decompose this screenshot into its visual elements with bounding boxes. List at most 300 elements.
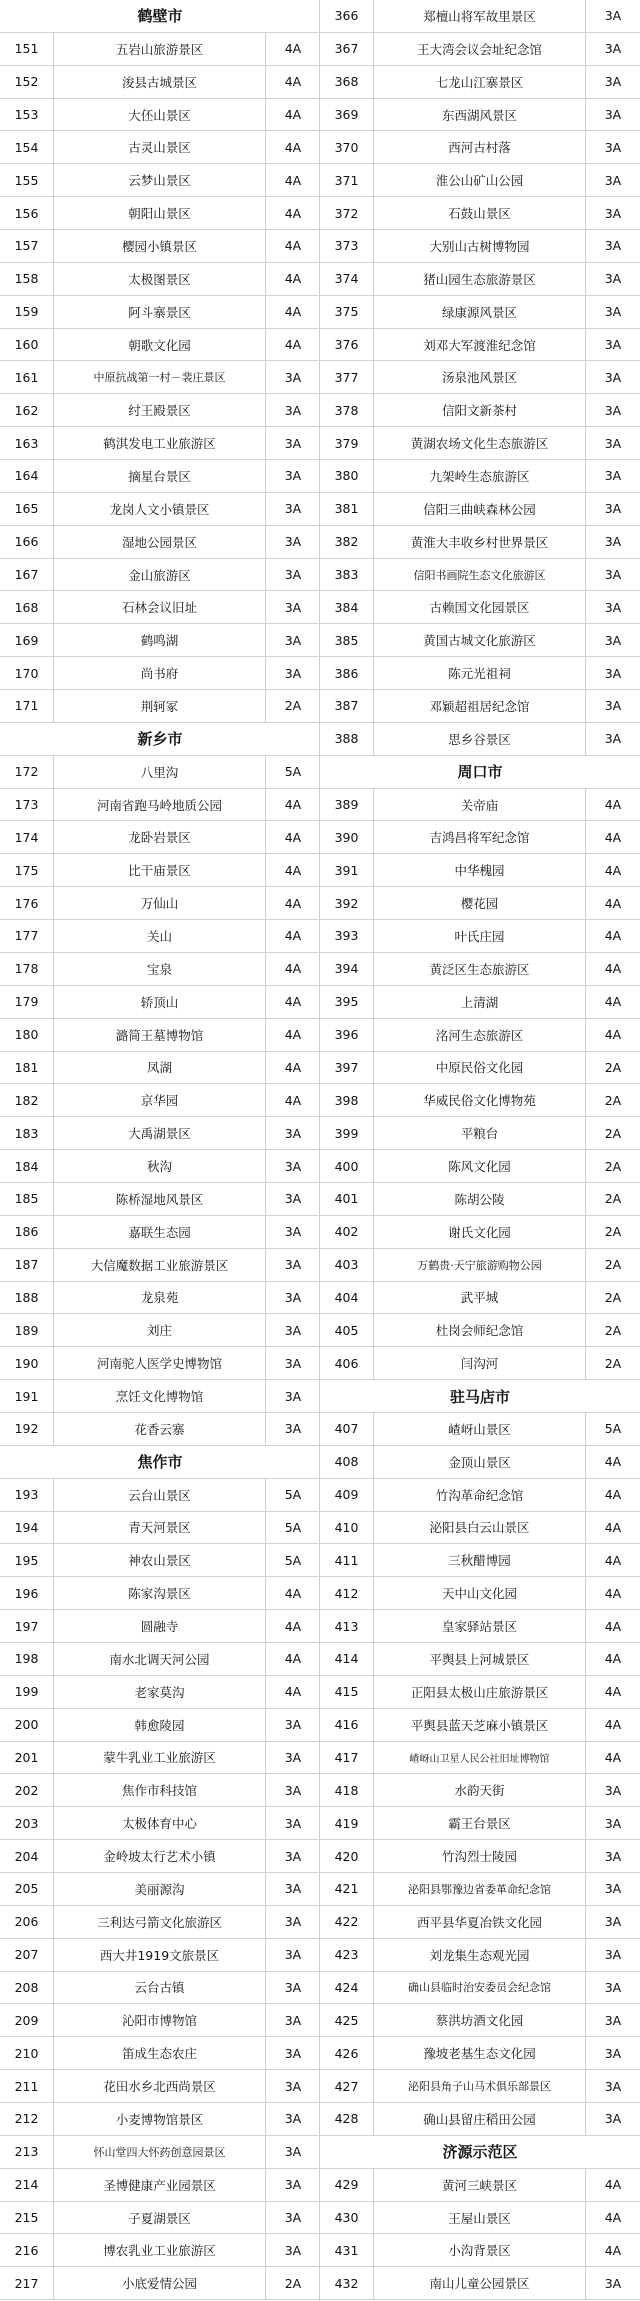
center-divider — [319, 0, 320, 2301]
grade-level: 3A — [284, 1782, 302, 1798]
scenic-spot-name: 黄河三峡景区 — [374, 2169, 586, 2201]
grade-level: 2A — [604, 1257, 622, 1273]
scenic-spot-name: 樱花园 — [374, 887, 586, 919]
table-row — [320, 1774, 640, 1807]
grade-level: 4A — [604, 829, 622, 845]
table-right-column — [320, 0, 640, 2300]
scenic-spot-name: 三利达弓箭文化旅游区 — [54, 1906, 266, 1938]
table-row — [320, 1709, 640, 1742]
table-row — [0, 460, 320, 493]
grade-level: 3A — [284, 1191, 302, 1207]
row-number: 217 — [0, 2267, 54, 2299]
row-number: 405 — [320, 1314, 374, 1346]
scenic-spot-name: 太极图景区 — [54, 263, 266, 295]
scenic-spot-name: 博农乳业工业旅游区 — [54, 2234, 266, 2266]
table-row — [0, 1643, 320, 1676]
row-number: 427 — [320, 2070, 374, 2102]
grade-level: 5A — [604, 1421, 622, 1437]
row-number: 177 — [0, 920, 54, 952]
table-row — [320, 1413, 640, 1446]
scenic-spot-name: 七龙山江寨景区 — [374, 66, 586, 98]
table-row — [320, 1676, 640, 1709]
row-number: 368 — [320, 66, 374, 98]
row-number: 402 — [320, 1216, 374, 1248]
grade-level: 3A — [284, 1224, 302, 1240]
row-number: 198 — [0, 1643, 54, 1675]
scenic-spot-name: 邓颖超祖居纪念馆 — [374, 690, 586, 722]
grade-level: 4A — [604, 1717, 622, 1733]
scenic-spot-name: 中原抗战第一村－裴庄景区 — [54, 361, 266, 393]
scenic-spot-name: 云梦山景区 — [54, 164, 266, 196]
grade-level: 3A — [284, 369, 302, 385]
scenic-spot-name: 焦作市科技馆 — [54, 1774, 266, 1806]
grade-level: 3A — [284, 2078, 302, 2094]
grade-level: 3A — [284, 1125, 302, 1141]
grade-level: 3A — [604, 2275, 622, 2291]
table-row — [320, 821, 640, 854]
row-number: 366 — [320, 0, 374, 32]
grade-level: 4A — [284, 1618, 302, 1634]
row-number: 423 — [320, 1939, 374, 1971]
row-number: 201 — [0, 1742, 54, 1774]
grade-level: 3A — [604, 304, 622, 320]
scenic-spot-name: 烹饪文化博物馆 — [54, 1380, 266, 1412]
row-number: 170 — [0, 657, 54, 689]
scenic-spot-name: 泌阳县鄂豫边省委革命纪念馆 — [374, 1873, 586, 1905]
grade-level: 4A — [604, 862, 622, 878]
grade-level: 4A — [604, 1519, 622, 1535]
row-number: 370 — [320, 131, 374, 163]
row-number: 382 — [320, 526, 374, 558]
scenic-spot-name: 陈元光祖祠 — [374, 657, 586, 689]
row-number: 179 — [0, 986, 54, 1018]
table-row — [320, 197, 640, 230]
scenic-spot-name: 刘庄 — [54, 1314, 266, 1346]
grade-level: 3A — [284, 1749, 302, 1765]
grade-level: 3A — [604, 402, 622, 418]
table-row — [320, 131, 640, 164]
grade-level: 3A — [284, 2177, 302, 2193]
row-number: 431 — [320, 2234, 374, 2266]
row-number: 398 — [320, 1084, 374, 1116]
table-row — [0, 1972, 320, 2005]
grade-level: 4A — [604, 961, 622, 977]
table-row — [0, 1512, 320, 1545]
table-row — [320, 1807, 640, 1840]
scenic-spot-name: 泌阳县角子山马术俱乐部景区 — [374, 2070, 586, 2102]
table-row — [320, 2004, 640, 2037]
row-number: 375 — [320, 296, 374, 328]
row-number: 204 — [0, 1840, 54, 1872]
scenic-spot-name: 朝阳山景区 — [54, 197, 266, 229]
scenic-spot-name: 吉鸿昌将军纪念馆 — [374, 821, 586, 853]
table-row — [320, 2169, 640, 2202]
table-row — [0, 33, 320, 66]
row-number: 161 — [0, 361, 54, 393]
grade-level: 4A — [284, 1059, 302, 1075]
scenic-spot-name: 豫坡老基生态文化园 — [374, 2037, 586, 2069]
table-row — [320, 1052, 640, 1085]
grade-level: 3A — [604, 534, 622, 550]
table-row — [320, 657, 640, 690]
table-row — [320, 1610, 640, 1643]
scenic-spot-name: 关帝庙 — [374, 789, 586, 821]
table-row — [320, 460, 640, 493]
scenic-spot-name: 黄淮大丰收乡村世界景区 — [374, 526, 586, 558]
grade-level: 3A — [284, 435, 302, 451]
scenic-spot-name: 湿地公园景区 — [54, 526, 266, 558]
scenic-spot-name: 大信魔数据工业旅游景区 — [54, 1249, 266, 1281]
scenic-spot-name: 黄国古城文化旅游区 — [374, 624, 586, 656]
grade-level: 4A — [284, 1092, 302, 1108]
table-row — [320, 1117, 640, 1150]
table-row — [0, 164, 320, 197]
table-row — [320, 33, 640, 66]
row-number: 193 — [0, 1479, 54, 1511]
row-number: 369 — [320, 99, 374, 131]
table-row — [0, 1347, 320, 1380]
table-row — [0, 427, 320, 460]
table-row — [320, 1249, 640, 1282]
row-number: 216 — [0, 2234, 54, 2266]
row-number: 214 — [0, 2169, 54, 2201]
scenic-spot-name: 陈桥湿地风景区 — [54, 1183, 266, 1215]
table-row — [320, 1577, 640, 1610]
table-row — [320, 1479, 640, 1512]
table-row — [0, 1676, 320, 1709]
table-row — [320, 1742, 640, 1775]
table-row — [320, 2070, 640, 2103]
row-number: 407 — [320, 1413, 374, 1445]
row-number: 207 — [0, 1939, 54, 1971]
grade-level: 4A — [604, 1487, 622, 1503]
table-row — [0, 1019, 320, 1052]
grade-level: 3A — [604, 501, 622, 517]
table-row — [0, 1052, 320, 1085]
scenic-spot-name: 金山旅游区 — [54, 559, 266, 591]
scenic-spot-name: 陈胡公陵 — [374, 1183, 586, 1215]
grade-level: 3A — [604, 567, 622, 583]
scenic-spot-name: 朝歌文化园 — [54, 329, 266, 361]
row-number: 410 — [320, 1512, 374, 1544]
row-number: 180 — [0, 1019, 54, 1051]
table-row — [0, 361, 320, 394]
city-header — [0, 0, 320, 33]
scenic-spot-name: 信阳书画院生态文化旅游区 — [374, 559, 586, 591]
grade-level: 3A — [284, 599, 302, 615]
grade-level: 3A — [284, 2210, 302, 2225]
grade-level: 3A — [604, 238, 622, 254]
row-number: 413 — [320, 1610, 374, 1642]
scenic-spot-name: 嵖岈山景区 — [374, 1413, 586, 1445]
grade-level: 4A — [604, 2242, 622, 2258]
scenic-spot-name: 蔡洪坊酒文化园 — [374, 2004, 586, 2036]
grade-level: 3A — [284, 1848, 302, 1864]
grade-level: 4A — [284, 862, 302, 878]
row-number: 420 — [320, 1840, 374, 1872]
grade-level: 4A — [284, 172, 302, 188]
scenic-spot-name: 太极体育中心 — [54, 1807, 266, 1839]
grade-level: 3A — [604, 632, 622, 648]
table-row — [0, 2169, 320, 2202]
scenic-spot-name: 上清湖 — [374, 986, 586, 1018]
table-row — [320, 394, 640, 427]
grade-level: 3A — [284, 2242, 302, 2258]
grade-level: 5A — [284, 1552, 302, 1568]
table-row — [320, 789, 640, 822]
grade-level: 4A — [284, 1684, 302, 1700]
table-row — [0, 1249, 320, 1282]
table-row — [320, 1084, 640, 1117]
grade-level: 3A — [284, 665, 302, 681]
scenic-spot-name: 云台山景区 — [54, 1479, 266, 1511]
table-row — [320, 1216, 640, 1249]
table-row — [320, 1282, 640, 1315]
grade-level: 3A — [604, 2078, 622, 2094]
grade-level: 3A — [284, 2111, 302, 2127]
grade-level: 3A — [604, 74, 622, 90]
table-row — [0, 526, 320, 559]
table-row — [320, 1873, 640, 1906]
grade-level: 3A — [604, 139, 622, 155]
scenic-spot-name: 鹤鸣湖 — [54, 624, 266, 656]
scenic-spot-name: 花田水乡北西尚景区 — [54, 2070, 266, 2102]
scenic-spot-name: 竹沟烈士陵园 — [374, 1840, 586, 1872]
grade-level: 3A — [284, 1289, 302, 1305]
grade-level: 2A — [284, 2275, 302, 2291]
row-number: 403 — [320, 1249, 374, 1281]
grade-level: 3A — [284, 2144, 302, 2160]
scenic-spot-name: 小底爱情公园 — [54, 2267, 266, 2299]
row-number: 384 — [320, 591, 374, 623]
grade-level: 3A — [604, 1881, 622, 1897]
row-number: 430 — [320, 2202, 374, 2234]
row-number: 372 — [320, 197, 374, 229]
grade-level: 3A — [284, 1717, 302, 1733]
table-row — [320, 591, 640, 624]
table-row — [0, 1117, 320, 1150]
grade-level: 3A — [604, 172, 622, 188]
scenic-spot-name: 陈家沟景区 — [54, 1577, 266, 1609]
scenic-spot-name: 神农山景区 — [54, 1544, 266, 1576]
table-row — [0, 920, 320, 953]
grade-level: 2A — [604, 1322, 622, 1338]
table-row — [320, 887, 640, 920]
table-row — [320, 1347, 640, 1380]
grade-level: 4A — [604, 928, 622, 944]
table-row — [0, 493, 320, 526]
table-row — [320, 854, 640, 887]
table-row — [320, 361, 640, 394]
row-number: 194 — [0, 1512, 54, 1544]
row-number: 374 — [320, 263, 374, 295]
table-row — [320, 559, 640, 592]
scenic-spot-name: 金顶山景区 — [374, 1446, 586, 1478]
scenic-spot-name: 蒙牛乳业工业旅游区 — [54, 1742, 266, 1774]
row-number: 164 — [0, 460, 54, 492]
scenic-spot-name: 水韵天街 — [374, 1774, 586, 1806]
row-number: 408 — [320, 1446, 374, 1478]
row-number: 185 — [0, 1183, 54, 1215]
grade-level: 3A — [284, 402, 302, 418]
row-number: 200 — [0, 1709, 54, 1741]
grade-level: 3A — [604, 2045, 622, 2061]
table-row — [320, 1019, 640, 1052]
grade-level: 5A — [284, 1487, 302, 1503]
row-number: 390 — [320, 821, 374, 853]
table-row — [320, 493, 640, 526]
grade-level: 2A — [604, 1224, 622, 1240]
row-number: 393 — [320, 920, 374, 952]
row-number: 186 — [0, 1216, 54, 1248]
scenic-spot-name: 凤湖 — [54, 1052, 266, 1084]
row-number: 176 — [0, 887, 54, 919]
scenic-spot-name: 绿康源风景区 — [374, 296, 586, 328]
scenic-spot-name: 九架岭生态旅游区 — [374, 460, 586, 492]
row-number: 154 — [0, 131, 54, 163]
table-row — [0, 854, 320, 887]
table-row — [0, 657, 320, 690]
table-row — [320, 920, 640, 953]
row-number: 159 — [0, 296, 54, 328]
table-row — [0, 1282, 320, 1315]
scenic-spot-name: 云台古镇 — [54, 1972, 266, 2004]
grade-level: 3A — [604, 1782, 622, 1798]
scenic-spot-name: 杜岗会师纪念馆 — [374, 1314, 586, 1346]
row-number: 187 — [0, 1249, 54, 1281]
scenic-spot-name: 洺河生态旅游区 — [374, 1019, 586, 1051]
row-number: 400 — [320, 1150, 374, 1182]
scenic-spot-name: 笛成生态农庄 — [54, 2037, 266, 2069]
row-number: 172 — [0, 756, 54, 788]
scenic-spot-name: 黄湖农场文化生态旅游区 — [374, 427, 586, 459]
table-row — [320, 2202, 640, 2235]
grade-level: 5A — [284, 1519, 302, 1535]
scenic-spot-name: 怀山堂四大怀药创意园景区 — [54, 2136, 266, 2168]
table-row — [0, 1150, 320, 1183]
grade-level: 3A — [284, 567, 302, 583]
scenic-spot-name: 子夏湖景区 — [54, 2202, 266, 2234]
row-number: 165 — [0, 493, 54, 525]
grade-level: 4A — [604, 2177, 622, 2193]
scenic-spot-name: 大别山古树博物园 — [374, 230, 586, 262]
city-header — [320, 1380, 640, 1413]
scenic-spot-name: 樱园小镇景区 — [54, 230, 266, 262]
grade-level: 3A — [284, 1979, 302, 1995]
row-number: 394 — [320, 953, 374, 985]
row-number: 396 — [320, 1019, 374, 1051]
row-number: 409 — [320, 1479, 374, 1511]
table-row — [0, 329, 320, 362]
grade-level: 4A — [284, 205, 302, 221]
row-number: 199 — [0, 1676, 54, 1708]
grade-level: 3A — [284, 468, 302, 484]
table-row — [0, 690, 320, 723]
scenic-spot-name: 荆轲冢 — [54, 690, 266, 722]
grade-level: 3A — [284, 1257, 302, 1273]
row-number: 173 — [0, 789, 54, 821]
scenic-spot-name: 龙岗人文小镇景区 — [54, 493, 266, 525]
table-row — [0, 2037, 320, 2070]
row-number: 367 — [320, 33, 374, 65]
table-row — [320, 1643, 640, 1676]
grade-level: 3A — [284, 1815, 302, 1831]
scenic-spot-name: 龙泉苑 — [54, 1282, 266, 1314]
scenic-spot-name: 关山 — [54, 920, 266, 952]
grade-level: 4A — [604, 1585, 622, 1601]
row-number: 153 — [0, 99, 54, 131]
table-row — [0, 296, 320, 329]
row-number: 163 — [0, 427, 54, 459]
table-row — [0, 789, 320, 822]
table-row — [320, 2234, 640, 2267]
row-number: 182 — [0, 1084, 54, 1116]
row-number: 190 — [0, 1347, 54, 1379]
table-row — [0, 1084, 320, 1117]
row-number: 213 — [0, 2136, 54, 2168]
row-number: 202 — [0, 1774, 54, 1806]
grade-level: 4A — [604, 895, 622, 911]
grade-level: 4A — [284, 961, 302, 977]
city-name: 鹤壁市 — [137, 7, 183, 26]
scenic-spot-name: 思乡谷景区 — [374, 723, 586, 755]
grade-level: 4A — [604, 1749, 622, 1765]
table-row — [0, 1577, 320, 1610]
table-row — [0, 1709, 320, 1742]
row-number: 395 — [320, 986, 374, 1018]
table-row — [320, 1544, 640, 1577]
table-row — [320, 690, 640, 723]
row-number: 397 — [320, 1052, 374, 1084]
grade-level: 3A — [604, 1914, 622, 1930]
grade-level: 3A — [284, 632, 302, 648]
city-name: 驻马店市 — [449, 1387, 510, 1406]
row-number: 411 — [320, 1544, 374, 1576]
grade-level: 4A — [284, 1585, 302, 1601]
row-number: 211 — [0, 2070, 54, 2102]
grade-level: 3A — [604, 435, 622, 451]
row-number: 432 — [320, 2267, 374, 2299]
table-row — [320, 624, 640, 657]
grade-level: 3A — [604, 369, 622, 385]
scenic-spot-name: 京华园 — [54, 1084, 266, 1116]
table-row — [320, 2037, 640, 2070]
grade-level: 4A — [284, 829, 302, 845]
city-header — [320, 2136, 640, 2169]
scenic-spot-name: 平粮台 — [374, 1117, 586, 1149]
row-number: 376 — [320, 329, 374, 361]
grade-level: 3A — [604, 1848, 622, 1864]
table-left-column — [0, 0, 320, 2300]
row-number: 183 — [0, 1117, 54, 1149]
table-row — [320, 1512, 640, 1545]
table-row — [320, 1183, 640, 1216]
grade-level: 3A — [284, 2012, 302, 2028]
table-row — [0, 2267, 320, 2300]
row-number: 391 — [320, 854, 374, 886]
row-number: 381 — [320, 493, 374, 525]
grade-level: 3A — [284, 1914, 302, 1930]
scenic-spot-name: 潞简王墓博物馆 — [54, 1019, 266, 1051]
row-number: 206 — [0, 1906, 54, 1938]
table-row — [0, 887, 320, 920]
grade-level: 2A — [604, 1059, 622, 1075]
row-number: 387 — [320, 690, 374, 722]
row-number: 426 — [320, 2037, 374, 2069]
grade-level: 4A — [284, 41, 302, 57]
scenic-spot-name: 嵖岈山卫星人民公社旧址博物馆 — [374, 1742, 586, 1774]
table-row — [0, 2234, 320, 2267]
